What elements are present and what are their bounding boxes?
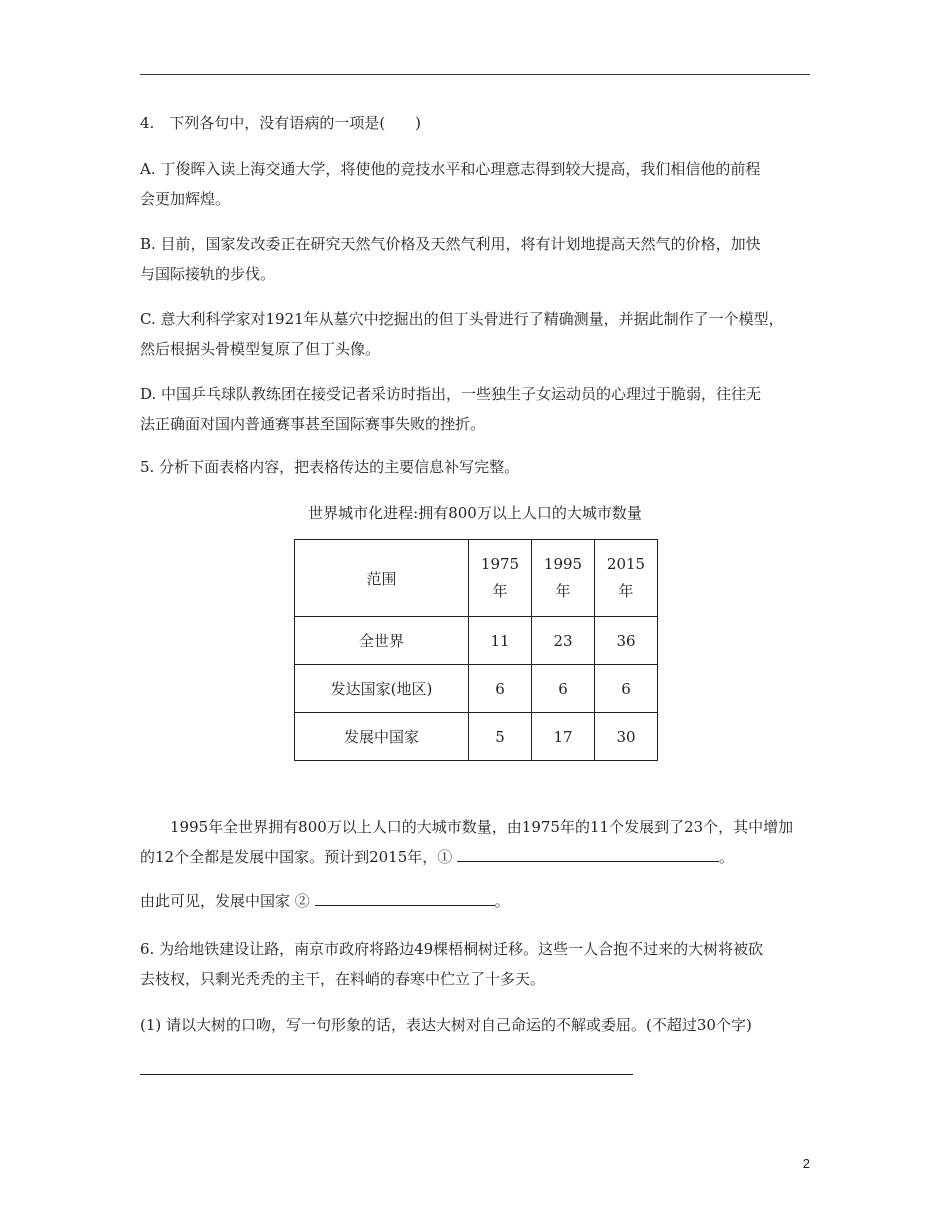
header-rule [140, 74, 810, 75]
blank-1-field[interactable] [457, 847, 719, 862]
q4-option-c [140, 304, 812, 364]
table-row-developing [295, 713, 658, 761]
q5-text-line2-prefix: 的12个全都是发展中国家。预计到2015年，① [140, 848, 453, 866]
header-year-1995 [532, 540, 595, 617]
table-row-world [295, 617, 658, 665]
table-title: 世界城市化进程:拥有800万以上人口的大城市数量 [308, 504, 642, 522]
header-year-2015 [595, 540, 658, 617]
q5-text-line3-suffix: 。 [494, 892, 510, 910]
answer-line-field[interactable] [140, 1074, 633, 1075]
cell-value: 23 [532, 617, 595, 665]
q6-stem-line2: 去枝杈，只剩光秃秃的主干，在料峭的春寒中伫立了十多天。 [140, 970, 546, 988]
header-scope: 范围 [295, 540, 469, 617]
table-header-row [295, 540, 658, 617]
row-label: 全世界 [295, 617, 469, 665]
header-year-1975 [469, 540, 532, 617]
year-2015-unit: 年 [618, 582, 634, 600]
q4-option-a-line1: A. 丁俊晖入读上海交通大学，将使他的竞技水平和心理意志得到较大提高，我们相信他的前程 [140, 160, 761, 178]
year-1995-num: 1995 [543, 555, 583, 573]
q5-text-line1: 1995年全世界拥有800万以上人口的大城市数量，由1975年的11个发展到了23个，其中增加 [170, 818, 794, 836]
q5-stem: 5. 分析下面表格内容，把表格传达的主要信息补写完整。 [140, 458, 520, 476]
cell-value: 17 [532, 713, 595, 761]
q5-text-line3-prefix: 由此可见，发展中国家 ② [140, 892, 310, 910]
blank-2-field[interactable] [315, 891, 495, 906]
year-1995-unit: 年 [555, 582, 571, 600]
year-2015-num: 2015 [606, 555, 646, 573]
page-number: 2 [802, 1156, 810, 1171]
year-1975-unit: 年 [492, 582, 508, 600]
q4-option-b [140, 229, 812, 289]
row-label: 发展中国家 [295, 713, 469, 761]
q4-option-c-line1: C. 意大利科学家对1921年从墓穴中挖掘出的但丁头骨进行了精确测量，并据此制作了一个模型， [140, 310, 784, 328]
cell-value: 6 [532, 665, 595, 713]
urban-table [294, 539, 658, 761]
cell-value: 6 [595, 665, 658, 713]
q5-text-line3 [140, 886, 812, 916]
q4-stem: 4. 下列各句中，没有语病的一项是( ) [140, 114, 422, 132]
q4-option-d [140, 379, 812, 439]
q4-option-a-line2: 会更加辉煌。 [140, 190, 231, 208]
cell-value: 6 [469, 665, 532, 713]
q4-option-d-line2: 法正确面对国内普通赛事甚至国际赛事失败的挫折。 [140, 415, 486, 433]
cell-value: 5 [469, 713, 532, 761]
year-1975-num: 1975 [480, 555, 520, 573]
cell-value: 30 [595, 713, 658, 761]
q5-text-line2-suffix: 。 [719, 848, 735, 866]
q5-text [140, 812, 812, 872]
q4-option-b-line1: B. 目前，国家发改委正在研究天然气价格及天然气利用，将有计划地提高天然气的价格，加快 [140, 235, 761, 253]
q5-text-line2 [140, 842, 812, 872]
q4-option-a [140, 154, 812, 214]
q4-option-d-line1: D. 中国乒乓球队教练团在接受记者采访时指出，一些独生子女运动员的心理过于脆弱，往往无 [140, 385, 762, 403]
table-row-developed [295, 665, 658, 713]
q4-option-c-line2: 然后根据头骨模型复原了但丁头像。 [140, 340, 381, 358]
row-label: 发达国家(地区) [295, 665, 469, 713]
q6-stem [140, 934, 812, 994]
q6-stem-line1: 6. 为给地铁建设让路，南京市政府将路边49棵梧桐树迁移。这些一人合抱不过来的大树将被砍 [140, 940, 764, 958]
cell-value: 36 [595, 617, 658, 665]
q4-option-b-line2: 与国际接轨的步伐。 [140, 265, 276, 283]
cell-value: 11 [469, 617, 532, 665]
q6-sub1: (1) 请以大树的口吻，写一句形象的话，表达大树对自己命运的不解或委屈。(不超过30个字) [140, 1016, 752, 1034]
